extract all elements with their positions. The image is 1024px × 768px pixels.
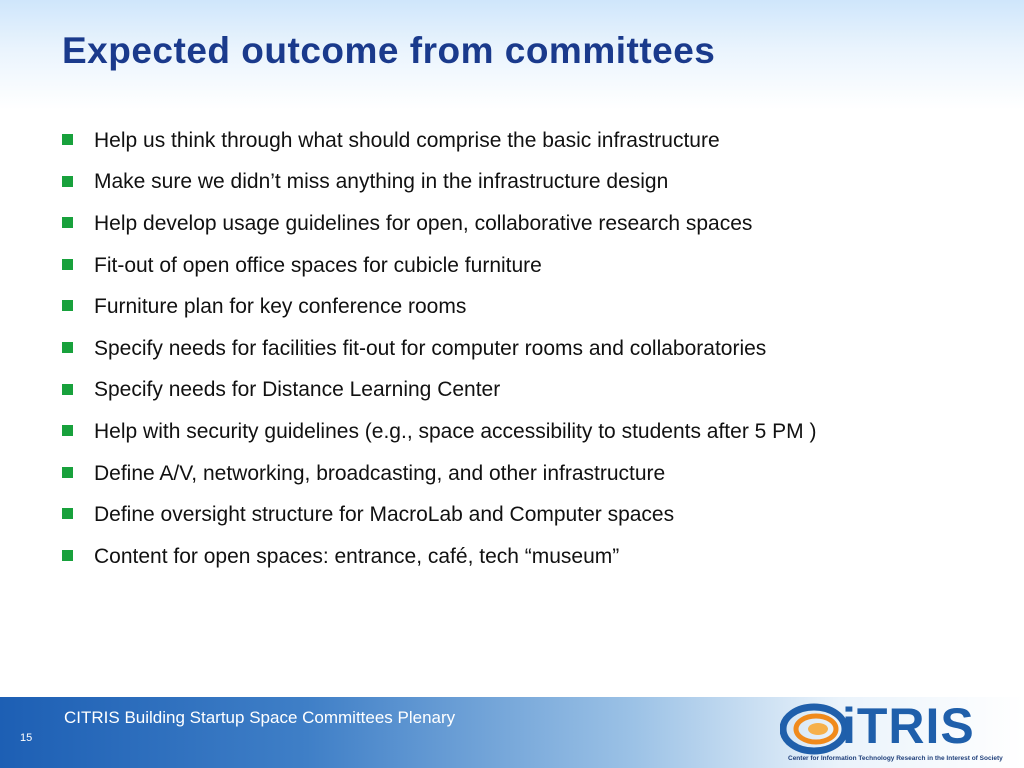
bullet-text: Help with security guidelines (e.g., space accessibility to students after 5 PM ) bbox=[94, 419, 817, 443]
square-bullet-icon bbox=[62, 384, 73, 395]
list-item bbox=[62, 286, 1017, 328]
bullet-text: Furniture plan for key conference rooms bbox=[94, 295, 467, 319]
list-item bbox=[62, 328, 1017, 370]
list-item bbox=[62, 411, 1017, 453]
list-item bbox=[62, 370, 1017, 412]
square-bullet-icon bbox=[62, 342, 73, 353]
slide-footer bbox=[0, 697, 1024, 768]
bullet-text: Help develop usage guidelines for open, collaborative research spaces bbox=[94, 211, 753, 235]
bullet-text: Make sure we didn’t miss anything in the infrastructure design bbox=[94, 170, 669, 194]
slide-title: Expected outcome from committees bbox=[62, 30, 716, 71]
citris-logo bbox=[780, 698, 1016, 765]
citris-swoosh-icon bbox=[780, 703, 850, 755]
logo-wordmark: iTRIS bbox=[842, 698, 975, 754]
square-bullet-icon bbox=[62, 176, 73, 187]
bullet-text: Help us think through what should comprise the basic infrastructure bbox=[94, 128, 720, 152]
bullet-text: Fit-out of open office spaces for cubicle furniture bbox=[94, 253, 542, 277]
list-item bbox=[62, 245, 1017, 287]
list-item bbox=[62, 120, 1017, 162]
bullet-list bbox=[62, 120, 1017, 578]
list-item bbox=[62, 494, 1017, 536]
bullet-text: Define A/V, networking, broadcasting, and other infrastructure bbox=[94, 461, 666, 485]
square-bullet-icon bbox=[62, 425, 73, 436]
bullet-text: Define oversight structure for MacroLab and Computer spaces bbox=[94, 503, 675, 527]
square-bullet-icon bbox=[62, 550, 73, 561]
list-item bbox=[62, 203, 1017, 245]
square-bullet-icon bbox=[62, 467, 73, 478]
square-bullet-icon bbox=[62, 217, 73, 228]
page-number: 15 bbox=[20, 732, 33, 744]
footer-title: CITRIS Building Startup Space Committees Plenary bbox=[64, 708, 456, 727]
square-bullet-icon bbox=[62, 508, 73, 519]
square-bullet-icon bbox=[62, 259, 73, 270]
list-item bbox=[62, 162, 1017, 204]
bullet-text: Content for open spaces: entrance, café, tech “museum” bbox=[94, 544, 620, 568]
square-bullet-icon bbox=[62, 300, 73, 311]
list-item bbox=[62, 453, 1017, 495]
bullet-text: Specify needs for Distance Learning Center bbox=[94, 378, 501, 402]
square-bullet-icon bbox=[62, 134, 73, 145]
logo-tagline: Center for Information Technology Research in the Interest of Society bbox=[788, 755, 1003, 762]
list-item bbox=[62, 536, 1017, 578]
bullet-text: Specify needs for facilities fit-out for computer rooms and collaboratories bbox=[94, 336, 767, 360]
